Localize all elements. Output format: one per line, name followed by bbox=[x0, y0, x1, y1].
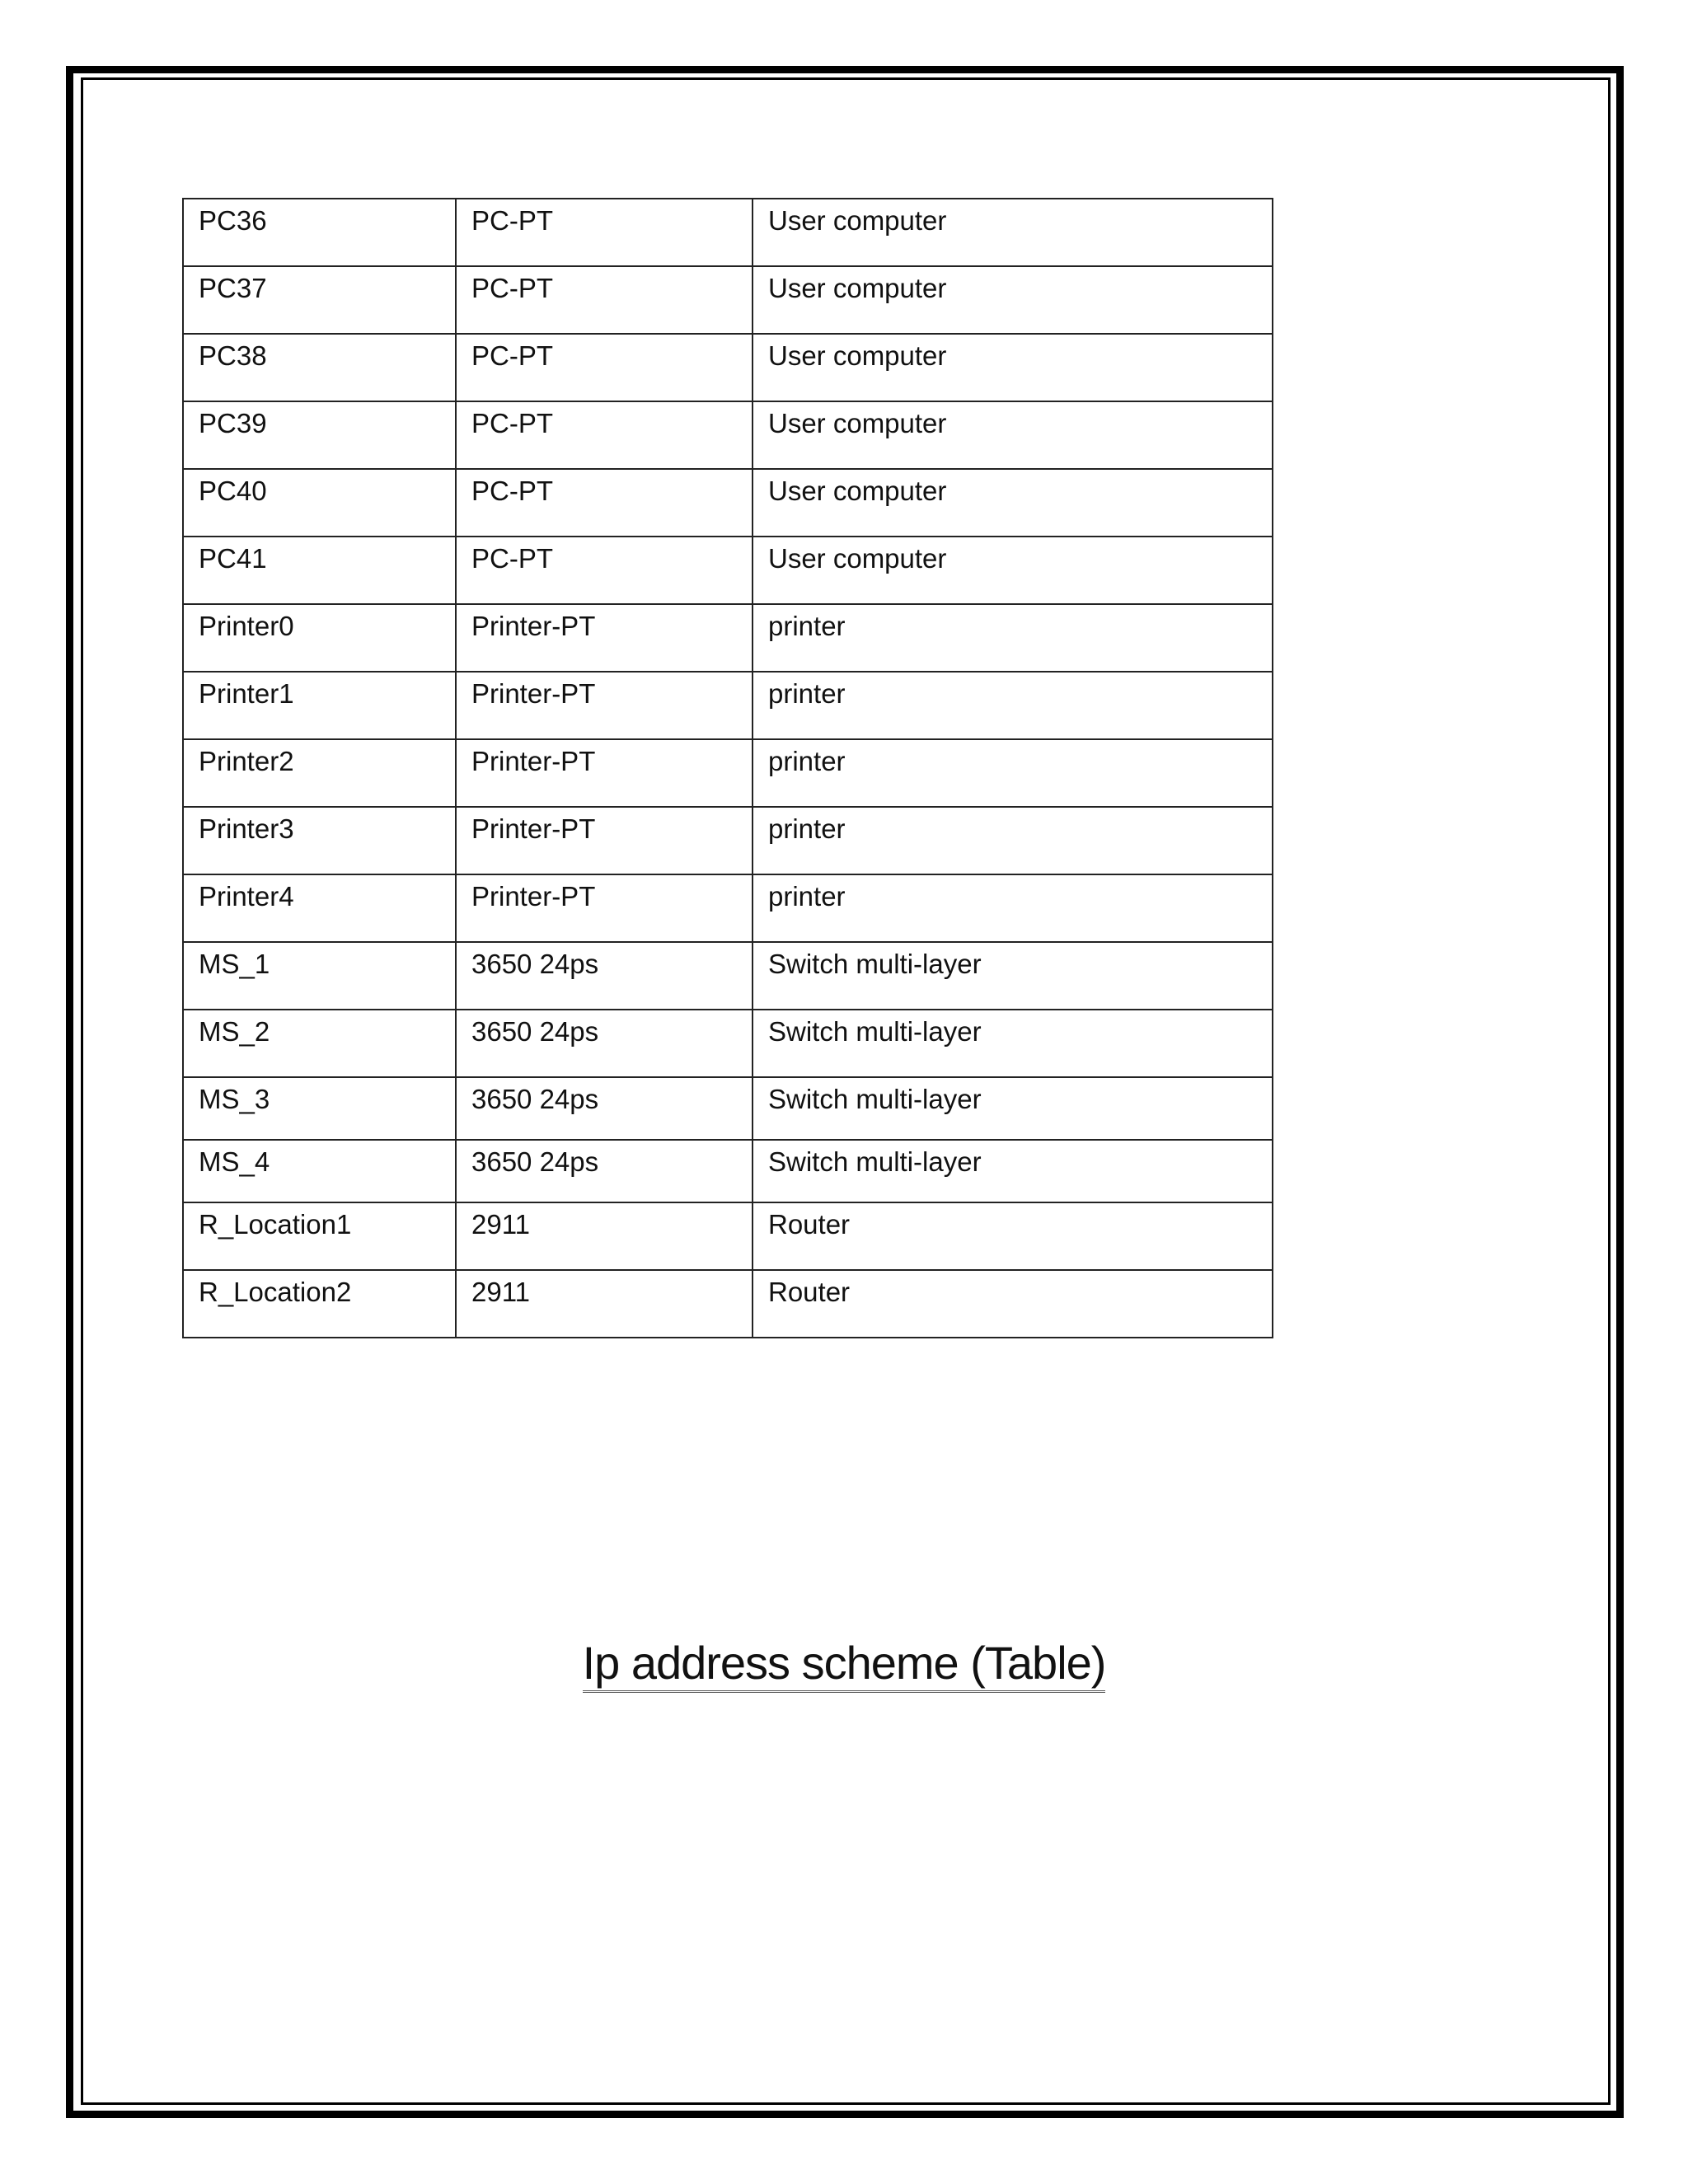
device-name-cell: Printer4 bbox=[183, 874, 456, 942]
device-model-cell: PC-PT bbox=[456, 537, 753, 604]
device-table bbox=[182, 198, 1273, 1338]
device-name-cell: Printer1 bbox=[183, 672, 456, 739]
device-type-cell: Router bbox=[753, 1202, 1273, 1270]
device-model-cell: Printer-PT bbox=[456, 807, 753, 874]
table-row bbox=[183, 874, 1273, 942]
device-model-cell: PC-PT bbox=[456, 401, 753, 469]
device-model-cell: PC-PT bbox=[456, 334, 753, 401]
device-type-cell: Switch multi-layer bbox=[753, 1010, 1273, 1077]
device-name-cell: Printer2 bbox=[183, 739, 456, 807]
device-type-cell: Switch multi-layer bbox=[753, 942, 1273, 1010]
device-name-cell: PC36 bbox=[183, 199, 456, 266]
device-type-cell: printer bbox=[753, 739, 1273, 807]
table-row bbox=[183, 1202, 1273, 1270]
device-model-cell: PC-PT bbox=[456, 266, 753, 334]
device-type-cell: printer bbox=[753, 807, 1273, 874]
device-name-cell: PC37 bbox=[183, 266, 456, 334]
device-type-cell: User computer bbox=[753, 469, 1273, 537]
device-model-cell: 2911 bbox=[456, 1202, 753, 1270]
table-row bbox=[183, 604, 1273, 672]
device-model-cell: Printer-PT bbox=[456, 672, 753, 739]
device-name-cell: MS_1 bbox=[183, 942, 456, 1010]
table-row bbox=[183, 739, 1273, 807]
device-type-cell: User computer bbox=[753, 266, 1273, 334]
table-row bbox=[183, 1270, 1273, 1338]
device-name-cell: MS_3 bbox=[183, 1077, 456, 1140]
table-row bbox=[183, 266, 1273, 334]
device-model-cell: PC-PT bbox=[456, 199, 753, 266]
table-row bbox=[183, 672, 1273, 739]
device-type-cell: printer bbox=[753, 874, 1273, 942]
device-model-cell: 3650 24ps bbox=[456, 1077, 753, 1140]
device-type-cell: Switch multi-layer bbox=[753, 1077, 1273, 1140]
device-model-cell: 3650 24ps bbox=[456, 1140, 753, 1202]
device-name-cell: MS_2 bbox=[183, 1010, 456, 1077]
table-row bbox=[183, 1077, 1273, 1140]
device-name-cell: PC39 bbox=[183, 401, 456, 469]
device-model-cell: Printer-PT bbox=[456, 874, 753, 942]
device-type-cell: User computer bbox=[753, 537, 1273, 604]
device-model-cell: PC-PT bbox=[456, 469, 753, 537]
device-type-cell: User computer bbox=[753, 401, 1273, 469]
device-model-cell: 3650 24ps bbox=[456, 1010, 753, 1077]
device-model-cell: Printer-PT bbox=[456, 739, 753, 807]
table-row bbox=[183, 334, 1273, 401]
table-row bbox=[183, 807, 1273, 874]
table-row bbox=[183, 401, 1273, 469]
table-row bbox=[183, 537, 1273, 604]
device-model-cell: Printer-PT bbox=[456, 604, 753, 672]
device-type-cell: User computer bbox=[753, 334, 1273, 401]
device-name-cell: MS_4 bbox=[183, 1140, 456, 1202]
caption-text: Ip address scheme (Table) bbox=[583, 1637, 1106, 1693]
device-name-cell: Printer3 bbox=[183, 807, 456, 874]
device-name-cell: R_Location1 bbox=[183, 1202, 456, 1270]
device-name-cell: R_Location2 bbox=[183, 1270, 456, 1338]
device-type-cell: Switch multi-layer bbox=[753, 1140, 1273, 1202]
table-row bbox=[183, 942, 1273, 1010]
table-row bbox=[183, 1010, 1273, 1077]
section-caption bbox=[0, 1636, 1688, 1690]
device-model-cell: 2911 bbox=[456, 1270, 753, 1338]
device-type-cell: User computer bbox=[753, 199, 1273, 266]
device-name-cell: PC41 bbox=[183, 537, 456, 604]
device-name-cell: Printer0 bbox=[183, 604, 456, 672]
device-type-cell: printer bbox=[753, 604, 1273, 672]
device-model-cell: 3650 24ps bbox=[456, 942, 753, 1010]
table-row bbox=[183, 469, 1273, 537]
table-row bbox=[183, 199, 1273, 266]
table-row bbox=[183, 1140, 1273, 1202]
device-type-cell: printer bbox=[753, 672, 1273, 739]
device-name-cell: PC38 bbox=[183, 334, 456, 401]
device-name-cell: PC40 bbox=[183, 469, 456, 537]
device-type-cell: Router bbox=[753, 1270, 1273, 1338]
